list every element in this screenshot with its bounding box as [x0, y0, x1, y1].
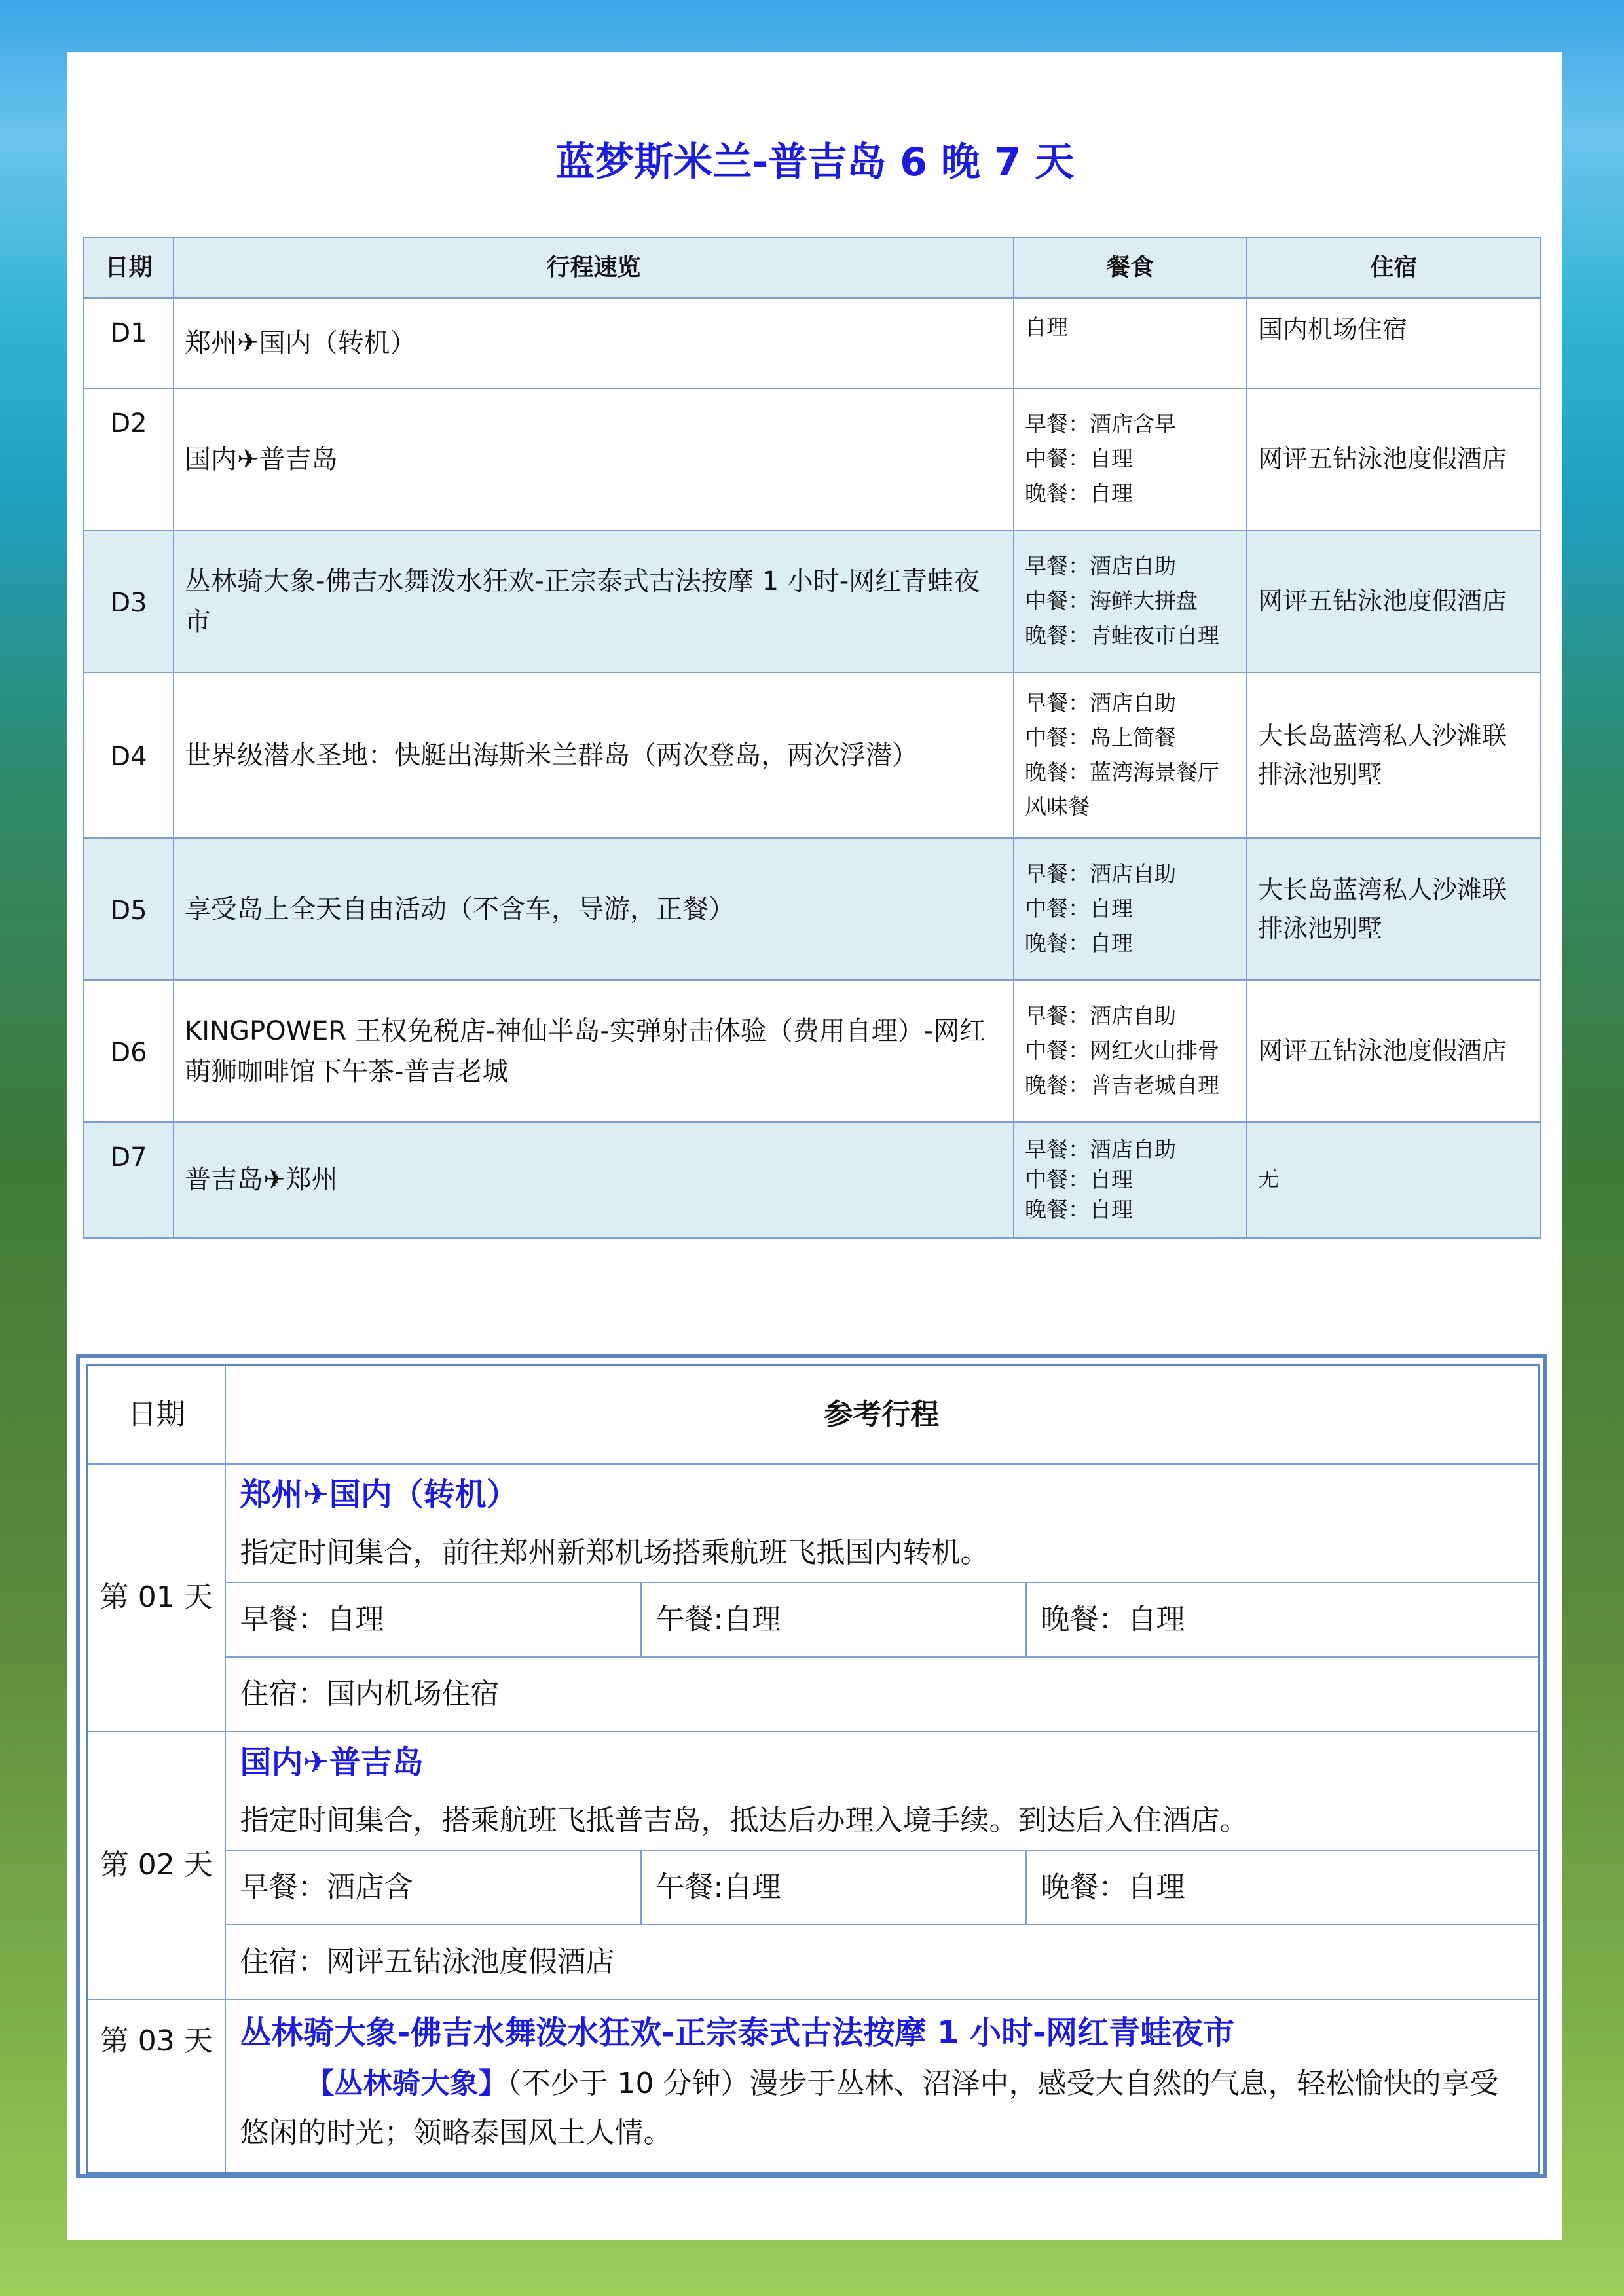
meal-line: 晚餐：自理: [1025, 930, 1133, 956]
document-page: [67, 52, 1562, 2240]
day-title: 丛林骑大象-佛吉水舞泼水狂欢-正宗泰式古法按摩 1 小时-网红青蛙夜市: [240, 2014, 1235, 2051]
route-cell: KINGPOWER 王权免税店-神仙半岛-实弹射击体验（费用自理）-网红萌狮咖啡馆下午茶-普吉老城: [174, 980, 1014, 1122]
lodging-cell: 住宿：国内机场住宿: [225, 1657, 1539, 1732]
lodging-cell: 无: [1247, 1122, 1541, 1238]
table-header-row: [84, 238, 1541, 298]
meal-line: 中餐：网红火山排骨: [1025, 1038, 1219, 1064]
lodging-cell: 大长岛蓝湾私人沙滩联排泳池别墅: [1247, 838, 1541, 980]
day-title: 国内✈普吉岛: [240, 1744, 424, 1781]
day-title: 郑州✈国内（转机）: [240, 1476, 518, 1513]
meals-cell: [1014, 388, 1247, 530]
day-content: [225, 1999, 1539, 2173]
day-label: 第 02 天: [88, 1732, 225, 1999]
header-meals: 餐食: [1014, 238, 1247, 298]
meal-line: 中餐：自理: [1025, 1167, 1133, 1193]
dinner-cell: 晚餐：自理: [1026, 1850, 1539, 1925]
activity-highlight: 【丛林骑大象】: [305, 2067, 507, 2101]
date-header: 日期: [88, 1366, 225, 1464]
day-cell: D4: [84, 672, 174, 838]
meals-cell: [1014, 672, 1247, 838]
table-row: [84, 672, 1541, 838]
lodging-cell: 国内机场住宿: [1247, 298, 1541, 388]
meal-line: 晚餐：自理: [1025, 480, 1133, 506]
meal-line: 晚餐：蓝湾海景餐厅风味餐: [1025, 759, 1219, 820]
day-row: [88, 1464, 1539, 1582]
table-row: [84, 838, 1541, 980]
route-cell: 国内✈普吉岛: [174, 388, 1014, 530]
meal-line: 早餐：酒店自助: [1025, 1003, 1176, 1029]
lodging-cell: 网评五钻泳池度假酒店: [1247, 530, 1541, 672]
day-description: （不少于 10 分钟）漫步于丛林、沼泽中，感受大自然的气息，轻松愉快的享受悠闲的时光；领略泰国风土人情。: [240, 2067, 1499, 2149]
meal-line: 早餐：酒店自助: [1025, 1137, 1176, 1162]
breakfast-cell: 早餐：酒店含: [225, 1850, 641, 1925]
lodging-cell: 网评五钻泳池度假酒店: [1247, 980, 1541, 1122]
meals-row: [88, 1850, 1539, 1925]
meal-line: 早餐：酒店自助: [1025, 553, 1176, 579]
table-row: [84, 298, 1541, 388]
lodging-cell: 住宿：网评五钻泳池度假酒店: [225, 1925, 1539, 1999]
table-row: [84, 1122, 1541, 1238]
table-row: [84, 388, 1541, 530]
table-row: [84, 980, 1541, 1122]
lunch-cell: 午餐:自理: [641, 1582, 1026, 1657]
meal-line: 中餐：自理: [1025, 896, 1133, 922]
day-cell: D6: [84, 980, 174, 1122]
reference-title: 参考行程: [225, 1366, 1539, 1464]
reference-itinerary-table: [86, 1364, 1540, 2174]
overview-table: [83, 237, 1541, 1239]
reference-header-row: [88, 1366, 1539, 1464]
meals-cell: [1014, 298, 1247, 388]
page-title: 蓝梦斯米兰-普吉岛 6 晚 7 天: [555, 139, 1075, 185]
dinner-cell: 晚餐：自理: [1026, 1582, 1539, 1657]
day-description: 指定时间集合，前往郑州新郑机场搭乘航班飞抵国内转机。: [240, 1536, 989, 1569]
day-label: 第 01 天: [88, 1464, 225, 1732]
day-cell: D1: [84, 298, 174, 388]
meal-line: 早餐：酒店含早: [1025, 411, 1176, 437]
day-description: 指定时间集合，搭乘航班飞抵普吉岛，抵达后办理入境手续。到达后入住酒店。: [240, 1804, 1249, 1837]
lodging-cell: 网评五钻泳池度假酒店: [1247, 388, 1541, 530]
lodging-cell: 大长岛蓝湾私人沙滩联排泳池别墅: [1247, 672, 1541, 838]
table-row: [84, 530, 1541, 672]
day-content: [225, 1464, 1539, 1582]
day-cell: D2: [84, 388, 174, 530]
meals-cell: [1014, 1122, 1247, 1238]
breakfast-cell: 早餐：自理: [225, 1582, 641, 1657]
meals-cell: [1014, 980, 1247, 1122]
meal-line: 中餐：岛上简餐: [1025, 724, 1176, 750]
header-lodging: 住宿: [1247, 238, 1541, 298]
day-cell: D7: [84, 1122, 174, 1238]
meals-cell: [1014, 530, 1247, 672]
day-row: [88, 1999, 1539, 2173]
meal-line: 晚餐：自理: [1025, 1197, 1133, 1223]
meal-line: 晚餐：普吉老城自理: [1025, 1072, 1219, 1098]
route-cell: 享受岛上全天自由活动（不含车，导游，正餐）: [174, 838, 1014, 980]
meals-cell: [1014, 838, 1247, 980]
meal-line: 中餐：海鲜大拼盘: [1025, 588, 1198, 614]
spacer: [240, 2067, 306, 2100]
meals-row: [88, 1582, 1539, 1657]
header-route: 行程速览: [174, 238, 1014, 298]
lunch-cell: 午餐:自理: [641, 1850, 1026, 1925]
route-cell: 世界级潜水圣地：快艇出海斯米兰群岛（两次登岛，两次浮潜）: [174, 672, 1014, 838]
route-cell: 普吉岛✈郑州: [174, 1122, 1014, 1238]
header-date: 日期: [84, 238, 174, 298]
meal-line: 自理: [1025, 314, 1068, 340]
day-label: 第 03 天: [88, 1999, 225, 2173]
meal-line: 晚餐：青蛙夜市自理: [1025, 622, 1219, 648]
day-cell: D5: [84, 838, 174, 980]
meal-line: 中餐：自理: [1025, 446, 1133, 472]
route-cell: 丛林骑大象-佛吉水舞泼水狂欢-正宗泰式古法按摩 1 小时-网红青蛙夜市: [174, 530, 1014, 672]
day-row: [88, 1732, 1539, 1850]
day-content: [225, 1732, 1539, 1850]
route-cell: 郑州✈国内（转机）: [174, 298, 1014, 388]
lodging-row: [88, 1925, 1539, 1999]
meal-line: 早餐：酒店自助: [1025, 689, 1176, 716]
meal-line: 早餐：酒店自助: [1025, 861, 1176, 887]
lodging-row: [88, 1657, 1539, 1732]
day-cell: D3: [84, 530, 174, 672]
